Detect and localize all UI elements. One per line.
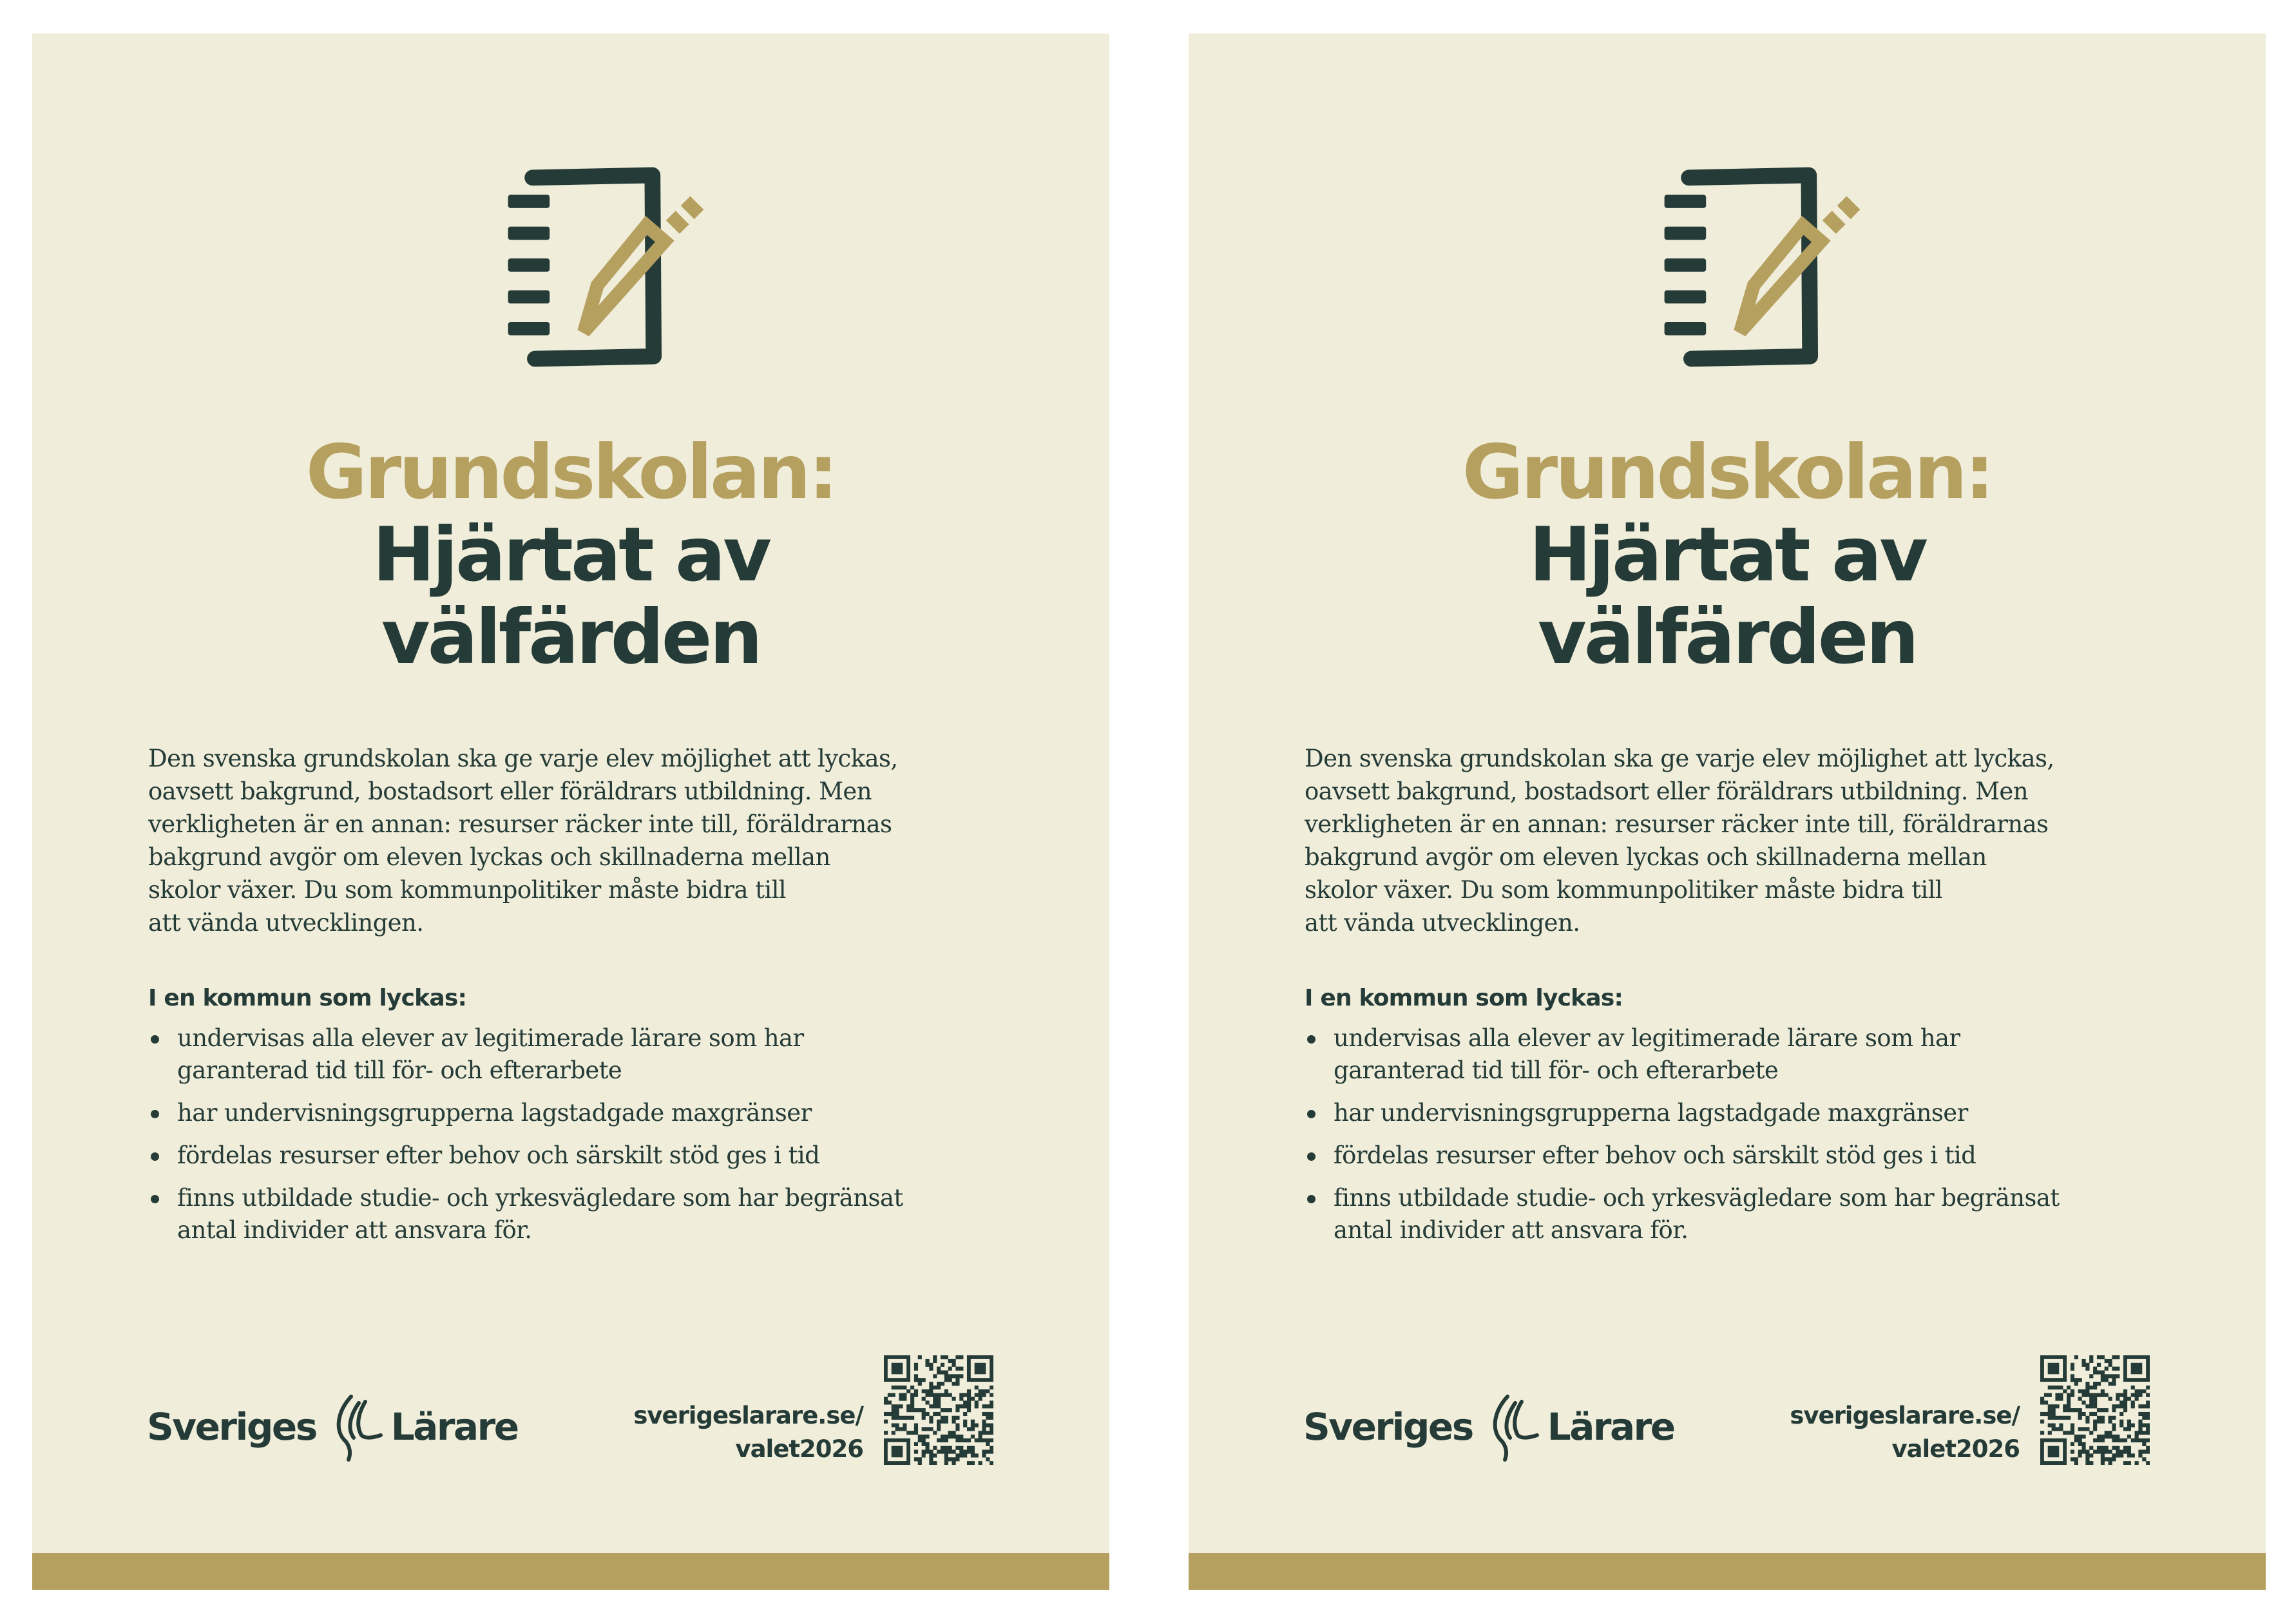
list-heading: I en kommun som lyckas: bbox=[1305, 985, 1623, 1011]
body-line: oavsett bakgrund, bostadsort eller föräldrars utbildning. Men bbox=[1305, 778, 2028, 805]
bullet-text-line: undervisas alla elever av legitimerade lärare som har bbox=[1334, 1024, 1960, 1052]
body-line: skolor växer. Du som kommunpolitiker måste bidra till bbox=[1305, 876, 1943, 904]
bullet-text-line: finns utbildade studie- och yrkesvägledare som har begränsat bbox=[1334, 1184, 2060, 1212]
sveriges-larare-mark-icon bbox=[1482, 1391, 1544, 1462]
bullet-text-line: finns utbildade studie- och yrkesvägledare som har begränsat bbox=[177, 1184, 903, 1212]
campaign-url[interactable] bbox=[633, 1399, 863, 1466]
headline-line-2: Hjärtat av bbox=[372, 511, 769, 598]
body-paragraph bbox=[148, 742, 999, 939]
bullet-list bbox=[148, 1022, 999, 1257]
bottom-gold-bar bbox=[1189, 1553, 2266, 1590]
bullet-text-line: fördelas resurser efter behov och särskilt stöd ges i tid bbox=[1334, 1141, 1976, 1169]
bullet-dot bbox=[151, 1035, 159, 1044]
bullet-text-line: antal individer att ansvara för. bbox=[177, 1216, 532, 1244]
notebook-pencil-icon bbox=[479, 151, 723, 396]
qr-code-icon[interactable] bbox=[884, 1355, 993, 1465]
flyer-right bbox=[1189, 33, 2266, 1590]
bullet-dot bbox=[151, 1152, 159, 1161]
campaign-url[interactable] bbox=[1790, 1399, 2020, 1466]
body-line: bakgrund avgör om eleven lyckas och skillnaderna mellan bbox=[1305, 843, 1987, 871]
bullet-text-line: har undervisningsgrupperna lagstadgade maxgränser bbox=[1334, 1099, 1968, 1127]
body-line: att vända utvecklingen. bbox=[1305, 909, 1580, 937]
sveriges-larare-logo bbox=[147, 1391, 518, 1462]
bullet-dot bbox=[151, 1110, 159, 1118]
body-line: Den svenska grundskolan ska ge varje elev möjlighet att lyckas, bbox=[148, 745, 898, 772]
bullet-text-line: garanterad tid till för- och efterarbete bbox=[177, 1056, 622, 1084]
bullet-dot bbox=[151, 1195, 159, 1203]
notebook-pencil-icon bbox=[1635, 151, 1880, 396]
body-line: Den svenska grundskolan ska ge varje elev möjlighet att lyckas, bbox=[1305, 745, 2054, 772]
headline-line-3: välfärden bbox=[1538, 594, 1917, 681]
body-line: att vända utvecklingen. bbox=[148, 909, 424, 937]
bullet-item bbox=[148, 1140, 999, 1172]
flyer-left bbox=[32, 33, 1109, 1590]
headline bbox=[1189, 429, 2266, 681]
body-line: verkligheten är en annan: resurser räcker inte till, föräldrarnas bbox=[148, 810, 892, 838]
logo-word-sveriges: Sveriges bbox=[147, 1405, 316, 1449]
url-line-2: valet2026 bbox=[735, 1435, 863, 1463]
headline-line-1: Grundskolan: bbox=[305, 429, 836, 516]
url-line-2: valet2026 bbox=[1891, 1435, 2020, 1463]
bottom-gold-bar bbox=[32, 1553, 1109, 1590]
headline bbox=[32, 429, 1109, 681]
list-heading: I en kommun som lyckas: bbox=[148, 985, 467, 1011]
body-line: skolor växer. Du som kommunpolitiker måste bidra till bbox=[148, 876, 787, 904]
bullet-item bbox=[1305, 1140, 2155, 1172]
bullet-dot bbox=[1307, 1110, 1315, 1118]
bullet-item bbox=[1305, 1182, 2155, 1246]
logo-word-larare: Lärare bbox=[1547, 1405, 1674, 1449]
bullet-text-line: antal individer att ansvara för. bbox=[1334, 1216, 1689, 1244]
sveriges-larare-logo bbox=[1303, 1391, 1674, 1462]
logo-word-sveriges: Sveriges bbox=[1303, 1405, 1473, 1449]
bullet-item bbox=[148, 1097, 999, 1129]
bullet-item bbox=[1305, 1022, 2155, 1087]
qr-code-icon[interactable] bbox=[2040, 1355, 2150, 1465]
sveriges-larare-mark-icon bbox=[325, 1391, 387, 1462]
bullet-text-line: fördelas resurser efter behov och särskilt stöd ges i tid bbox=[177, 1141, 820, 1169]
bullet-dot bbox=[1307, 1035, 1315, 1044]
bullet-item bbox=[1305, 1097, 2155, 1129]
bullet-dot bbox=[1307, 1195, 1315, 1203]
body-line: bakgrund avgör om eleven lyckas och skillnaderna mellan bbox=[148, 843, 830, 871]
logo-word-larare: Lärare bbox=[390, 1405, 518, 1449]
bullet-text-line: garanterad tid till för- och efterarbete bbox=[1334, 1056, 1779, 1084]
bullet-text-line: har undervisningsgrupperna lagstadgade maxgränser bbox=[177, 1099, 812, 1127]
body-line: oavsett bakgrund, bostadsort eller föräldrars utbildning. Men bbox=[148, 778, 872, 805]
headline-line-1: Grundskolan: bbox=[1462, 429, 1993, 516]
bullet-item bbox=[148, 1182, 999, 1246]
url-line-1: sverigeslarare.se/ bbox=[1790, 1402, 2020, 1429]
body-paragraph bbox=[1305, 742, 2155, 939]
bullet-dot bbox=[1307, 1152, 1315, 1161]
bullet-text-line: undervisas alla elever av legitimerade lärare som har bbox=[177, 1024, 804, 1052]
url-line-1: sverigeslarare.se/ bbox=[633, 1402, 863, 1429]
bullet-list bbox=[1305, 1022, 2155, 1257]
headline-line-3: välfärden bbox=[381, 594, 760, 681]
bullet-item bbox=[148, 1022, 999, 1087]
headline-line-2: Hjärtat av bbox=[1529, 511, 1926, 598]
body-line: verkligheten är en annan: resurser räcker inte till, föräldrarnas bbox=[1305, 810, 2049, 838]
